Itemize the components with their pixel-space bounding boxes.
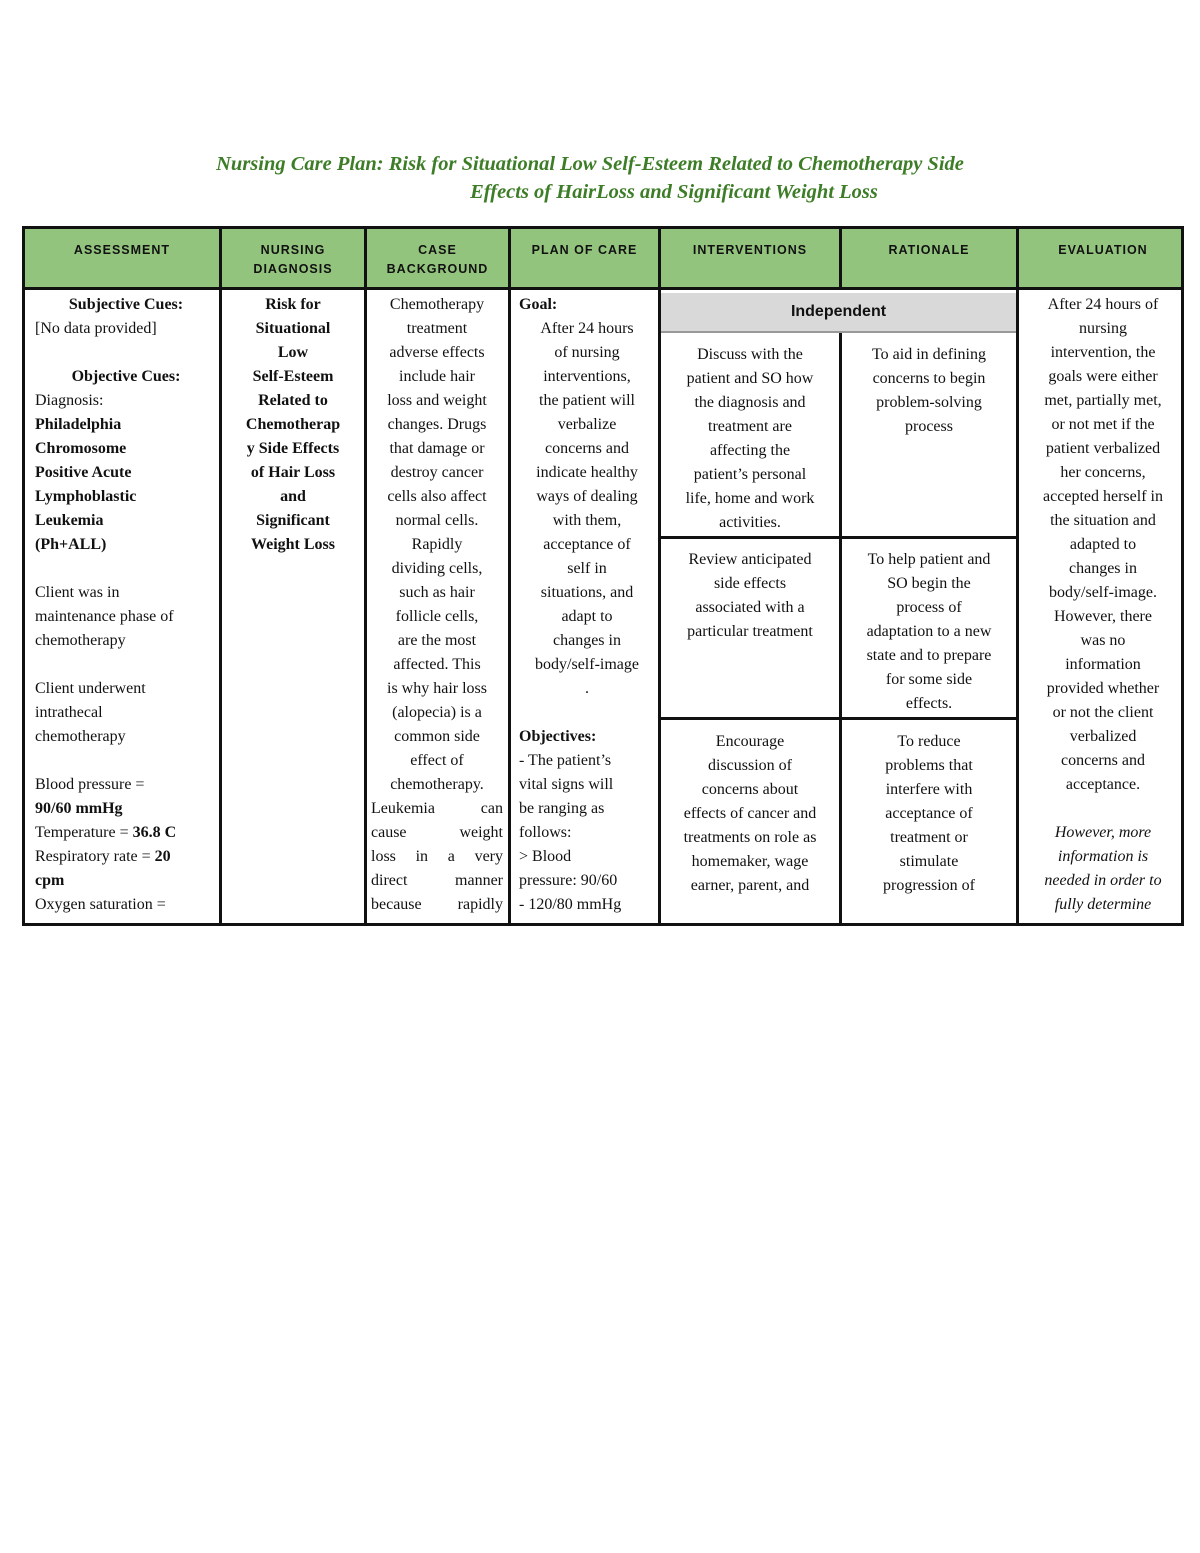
diagnosis-text-line: Situational xyxy=(255,320,331,337)
background-line: such as hair xyxy=(399,584,475,601)
subjective-cues-value: [No data provided] xyxy=(35,320,157,337)
column-divider-3 xyxy=(508,229,511,923)
goal-line: self in xyxy=(567,560,607,577)
cue-line: Client was in xyxy=(35,584,120,601)
goal-label: Goal: xyxy=(519,296,558,313)
independent-divider xyxy=(661,331,1016,333)
intervention-line: patient’s personal xyxy=(693,466,807,483)
background-line: chemotherapy. xyxy=(390,776,484,793)
diagnosis-text-line: Self-Esteem xyxy=(252,368,334,385)
rationale-line: To reduce xyxy=(897,733,961,750)
diagnosis-text-line: Risk for xyxy=(265,296,321,313)
header-rationale xyxy=(842,229,1016,287)
rationale-line: To help patient and xyxy=(867,551,991,568)
background-line: effect of xyxy=(410,752,464,769)
intervention-line: Review anticipated xyxy=(688,551,812,568)
goal-line: with them, xyxy=(552,512,622,529)
evaluation-italic-line: fully determine xyxy=(1054,896,1152,913)
assessment-column xyxy=(35,293,217,917)
diagnosis-text-line: Low xyxy=(277,344,309,361)
goal-line: After 24 hours xyxy=(540,320,634,337)
intervention-line: side effects xyxy=(713,575,787,592)
evaluation-line: information xyxy=(1065,656,1141,673)
rationale-line: problems that xyxy=(885,757,973,774)
temperature-row xyxy=(35,821,217,845)
intervention-line: homemaker, wage xyxy=(691,853,809,870)
evaluation-line: or not met if the xyxy=(1051,416,1155,433)
background-line: are the most xyxy=(397,632,477,649)
document-title xyxy=(0,150,1200,206)
diagnosis-line: Lymphoblastic xyxy=(35,488,137,505)
header-case-background xyxy=(367,229,508,287)
header-nursing-diagnosis-l2: DIAGNOSIS xyxy=(253,262,333,276)
rationale-line: To aid in defining xyxy=(872,346,986,363)
objectives-label: Objectives: xyxy=(519,728,597,745)
background-line: loss and weight xyxy=(387,392,487,409)
intervention-line: concerns about xyxy=(701,781,799,798)
temperature-value: 36.8 C xyxy=(132,824,177,841)
background-line: include hair xyxy=(399,368,475,385)
temperature-label: Temperature = xyxy=(35,824,133,841)
cue-line: chemotherapy xyxy=(35,632,126,649)
cue-line: Client underwent xyxy=(35,680,146,697)
objective-line: be ranging as xyxy=(519,800,605,817)
intervention-row-divider-1 xyxy=(661,536,1016,539)
background-line: changes. Drugs xyxy=(387,416,487,433)
background-line: destroy cancer xyxy=(390,464,484,481)
diagnosis-line: Positive Acute xyxy=(35,464,132,481)
intervention-3 xyxy=(661,730,839,898)
background-line: (alopecia) is a xyxy=(392,704,482,721)
intervention-line: Discuss with the xyxy=(697,346,803,363)
respiratory-rate-label: Respiratory rate = xyxy=(35,848,155,865)
header-plan-of-care-label: PLAN OF CARE xyxy=(531,243,638,257)
diagnosis-text-line: Significant xyxy=(256,512,330,529)
intervention-line: discussion of xyxy=(708,757,792,774)
objective-line: pressure: 90/60 xyxy=(519,872,618,889)
evaluation-line: patient verbalized xyxy=(1045,440,1161,457)
diagnosis-column xyxy=(222,293,364,557)
goal-line: . xyxy=(585,680,589,697)
diagnosis-label: Diagnosis: xyxy=(35,392,104,409)
background-line: cause weight xyxy=(371,824,503,841)
background-line: adverse effects xyxy=(389,344,485,361)
cue-line: maintenance phase of xyxy=(35,608,174,625)
evaluation-line: nursing xyxy=(1079,320,1127,337)
goal-line: acceptance of xyxy=(543,536,631,553)
diagnosis-text-line: of Hair Loss xyxy=(250,464,336,481)
header-rationale-label: RATIONALE xyxy=(888,243,970,257)
intervention-line: earner, parent, and xyxy=(690,877,810,894)
column-divider-5-header xyxy=(839,229,842,287)
evaluation-line: changes in xyxy=(1069,560,1137,577)
background-column xyxy=(371,293,503,917)
evaluation-line: acceptance. xyxy=(1065,776,1141,793)
goal-line: body/self-image xyxy=(535,656,639,673)
intervention-line: treatments on role as xyxy=(683,829,817,846)
diagnosis-text-line: Chemotherap xyxy=(245,416,341,433)
goal-line: the patient will xyxy=(539,392,635,409)
intervention-line: life, home and work xyxy=(685,490,815,507)
intervention-2 xyxy=(661,548,839,644)
header-nursing-diagnosis xyxy=(222,229,364,287)
objective-line: > Blood xyxy=(519,848,572,865)
cue-line: chemotherapy xyxy=(35,728,126,745)
diagnosis-text-line: Related to xyxy=(258,392,328,409)
evaluation-line: verbalized xyxy=(1069,728,1137,745)
goal-line: ways of dealing xyxy=(536,488,638,505)
rationale-line: process of xyxy=(896,599,962,616)
rationale-line: problem-solving xyxy=(876,394,982,411)
background-line: Rapidly xyxy=(411,536,463,553)
background-line: loss in a very xyxy=(371,848,503,865)
intervention-line: effects of cancer and xyxy=(683,805,817,822)
objective-line: - 120/80 mmHg xyxy=(519,896,622,913)
column-divider-2 xyxy=(364,229,367,923)
evaluation-line: adapted to xyxy=(1069,536,1137,553)
evaluation-line: However, there xyxy=(1054,608,1152,625)
header-assessment-label: ASSESSMENT xyxy=(73,243,171,257)
rationale-line: adaptation to a new xyxy=(866,623,992,640)
header-assessment xyxy=(25,229,219,287)
rationale-3 xyxy=(842,730,1016,898)
diagnosis-text-line: y Side Effects xyxy=(246,440,340,457)
background-line: normal cells. xyxy=(395,512,479,529)
background-line: that damage or xyxy=(389,440,485,457)
background-line: common side xyxy=(394,728,480,745)
intervention-line: affecting the xyxy=(709,442,791,459)
header-case-background-l2: BACKGROUND xyxy=(386,262,489,276)
goal-line: interventions, xyxy=(543,368,631,385)
goal-line: changes in xyxy=(553,632,621,649)
goal-line: of nursing xyxy=(554,344,620,361)
intervention-1 xyxy=(661,343,839,535)
rationale-line: stimulate xyxy=(899,853,959,870)
background-line: follicle cells, xyxy=(395,608,479,625)
rationale-line: treatment or xyxy=(890,829,968,846)
intervention-line: treatment are xyxy=(708,418,792,435)
respiratory-rate-row xyxy=(35,845,217,869)
diagnosis-text-line: and xyxy=(280,488,306,505)
evaluation-line: was no xyxy=(1080,632,1126,649)
evaluation-line: After 24 hours of xyxy=(1047,296,1159,313)
evaluation-line: her concerns, xyxy=(1060,464,1146,481)
title-line-1: Nursing Care Plan: Risk for Situational Low Self-Esteem Related to Chemotherapy Side xyxy=(216,153,964,175)
evaluation-line: concerns and xyxy=(1061,752,1145,769)
rationale-line: concerns to begin xyxy=(872,370,986,387)
objective-line: follows: xyxy=(519,824,572,841)
intervention-line: patient and SO how xyxy=(686,370,814,387)
intervention-line: associated with a xyxy=(695,599,805,616)
background-line: Chemotherapy xyxy=(389,296,485,313)
background-line: because rapidly xyxy=(371,896,503,913)
intervention-line: particular treatment xyxy=(687,623,813,640)
background-line: dividing cells, xyxy=(391,560,483,577)
rationale-line: for some side xyxy=(885,671,973,688)
goal-line: situations, and xyxy=(540,584,634,601)
column-divider-6 xyxy=(1016,229,1019,923)
title-line-2: Effects of HairLoss and Significant Weight Loss xyxy=(470,181,878,203)
rationale-2 xyxy=(842,548,1016,716)
diagnosis-line: Leukemia xyxy=(35,512,104,529)
respiratory-rate-unit: cpm xyxy=(35,872,65,889)
respiratory-rate-value: 20 xyxy=(154,848,171,865)
rationale-line: SO begin the xyxy=(887,575,971,592)
evaluation-line: accepted herself in xyxy=(1043,488,1163,505)
diagnosis-line: Philadelphia xyxy=(35,416,122,433)
header-evaluation-label: EVALUATION xyxy=(1058,243,1148,257)
evaluation-line: body/self-image. xyxy=(1049,584,1157,601)
care-plan-table xyxy=(22,226,1184,926)
rationale-line: interfere with xyxy=(885,781,973,798)
header-interventions xyxy=(661,229,839,287)
objective-cues-label: Objective Cues: xyxy=(71,368,181,385)
background-line: treatment xyxy=(406,320,468,337)
evaluation-line: the situation and xyxy=(1050,512,1156,529)
diagnosis-text-line: Weight Loss xyxy=(250,536,335,553)
background-line: cells also affect xyxy=(387,488,487,505)
rationale-line: acceptance of xyxy=(885,805,973,822)
rationale-line: effects. xyxy=(905,695,953,712)
header-interventions-label: INTERVENTIONS xyxy=(692,243,808,257)
evaluation-line: met, partially met, xyxy=(1044,392,1162,409)
intervention-line: activities. xyxy=(719,514,781,531)
background-line: is why hair loss xyxy=(387,680,487,697)
evaluation-line: goals were either xyxy=(1048,368,1158,385)
evaluation-italic-line: needed in order to xyxy=(1044,872,1162,889)
evaluation-line: or not the client xyxy=(1052,704,1154,721)
rationale-line: process xyxy=(905,418,953,435)
goal-line: verbalize xyxy=(557,416,617,433)
header-nursing-diagnosis-l1: NURSING xyxy=(260,243,326,257)
evaluation-column xyxy=(1021,293,1184,917)
goal-line: concerns and xyxy=(545,440,629,457)
goal-line: adapt to xyxy=(561,608,613,625)
intervention-row-divider-2 xyxy=(661,717,1016,720)
header-case-background-l1: CASE xyxy=(418,243,457,257)
background-line: direct manner xyxy=(371,872,503,889)
evaluation-italic-line: information is xyxy=(1057,848,1149,865)
rationale-line: state and to prepare xyxy=(866,647,992,664)
background-line: Leukemia can xyxy=(371,800,503,817)
header-plan-of-care xyxy=(511,229,658,287)
cue-line: intrathecal xyxy=(35,704,103,721)
plan-column xyxy=(519,293,655,917)
intervention-line: Encourage xyxy=(715,733,785,750)
diagnosis-line: Chromosome xyxy=(35,440,127,457)
header-divider xyxy=(25,287,1181,290)
rationale-line: progression of xyxy=(883,877,975,894)
background-line: affected. This xyxy=(393,656,481,673)
objective-line: vital signs will xyxy=(519,776,614,793)
blood-pressure-label: Blood pressure = xyxy=(35,776,145,793)
independent-label: Independent xyxy=(661,293,1016,331)
goal-line: indicate healthy xyxy=(536,464,638,481)
diagnosis-line: (Ph+ALL) xyxy=(35,536,107,553)
blood-pressure-value: 90/60 mmHg xyxy=(35,800,123,817)
evaluation-italic-line: However, more xyxy=(1054,824,1152,841)
objective-line: - The patient’s xyxy=(519,752,612,769)
header-evaluation xyxy=(1019,229,1184,287)
oxygen-saturation-label: Oxygen saturation = xyxy=(35,896,166,913)
rationale-1 xyxy=(842,343,1016,439)
evaluation-line: intervention, the xyxy=(1050,344,1156,361)
evaluation-line: provided whether xyxy=(1046,680,1160,697)
intervention-line: the diagnosis and xyxy=(694,394,806,411)
subjective-cues-label: Subjective Cues: xyxy=(68,296,184,313)
